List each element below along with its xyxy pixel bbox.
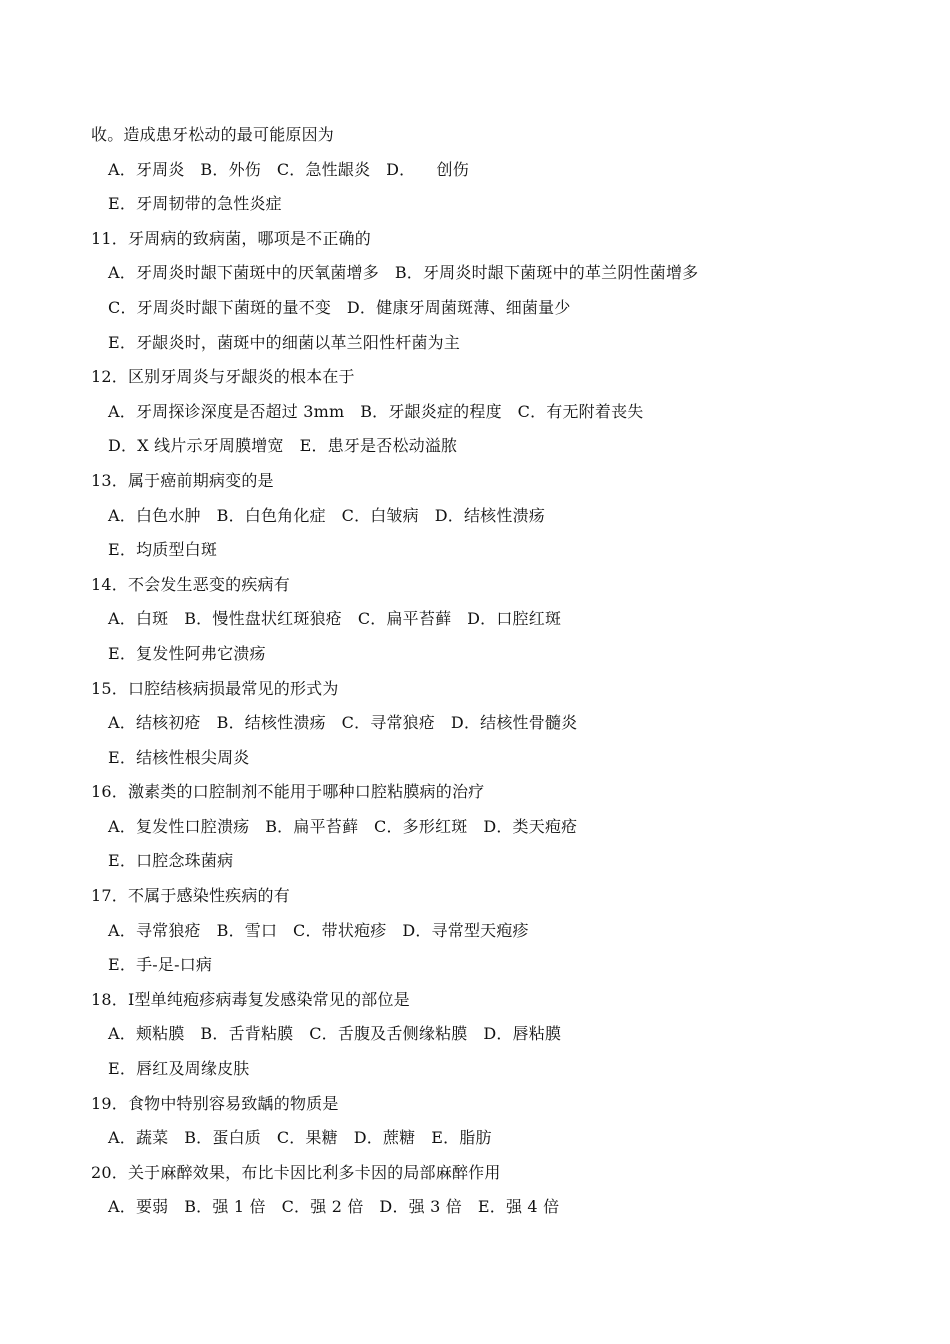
question-15: 15．口腔结核病损最常见的形式为 <box>91 678 339 698</box>
options-line: A．牙周炎 B．外伤 C．急性龈炎 D． 创伤 <box>108 159 469 179</box>
options-line: C．牙周炎时龈下菌斑的量不变 D．健康牙周菌斑薄、细菌量少 <box>108 297 571 317</box>
options-line: A．蔬菜 B．蛋白质 C．果糖 D．蔗糖 E．脂肪 <box>108 1128 492 1148</box>
options-line: E．结核性根尖周炎 <box>108 747 250 767</box>
options-line: A．白斑 B．慢性盘状红斑狼疮 C．扁平苔藓 D．口腔红斑 <box>108 609 562 629</box>
options-line: E．唇红及周缘皮肤 <box>108 1059 250 1079</box>
options-line: A．复发性口腔溃疡 B．扁平苔藓 C．多形红斑 D．类天疱疮 <box>108 816 578 836</box>
document-page <box>0 118 950 1225</box>
question-17: 17．不属于感染性疾病的有 <box>91 886 290 906</box>
options-line: A．结核初疮 B．结核性溃疡 C．寻常狼疮 D．结核性骨髓炎 <box>108 713 578 733</box>
options-line: D．X 线片示牙周膜增宽 E．患牙是否松动溢脓 <box>108 436 458 456</box>
question-14: 14．不会发生恶变的疾病有 <box>91 574 290 594</box>
question-13: 13．属于癌前期病变的是 <box>91 470 274 490</box>
question-18: 18．Ⅰ型单纯疱疹病毒复发感染常见的部位是 <box>91 989 410 1009</box>
options-line: A．颊粘膜 B．舌背粘膜 C．舌腹及舌侧缘粘膜 D．唇粘膜 <box>108 1024 562 1044</box>
options-line: E．复发性阿弗它溃疡 <box>108 643 266 663</box>
options-line: A．牙周炎时龈下菌斑中的厌氧菌增多 B．牙周炎时龈下菌斑中的革兰阴性菌增多 <box>108 263 699 283</box>
options-line: A．牙周探诊深度是否超过 3mm B．牙龈炎症的程度 C．有无附着丧失 <box>108 401 644 421</box>
options-line: E．牙龈炎时，菌斑中的细菌以革兰阳性杆菌为主 <box>108 332 461 352</box>
question-11: 11．牙周病的致病菌，哪项是不正确的 <box>91 228 371 248</box>
options-line: E．手-足-口病 <box>108 955 213 975</box>
question-16: 16．激素类的口腔制剂不能用于哪种口腔粘膜病的治疗 <box>91 782 485 802</box>
question-19: 19．食物中特别容易致龋的物质是 <box>91 1093 339 1113</box>
options-line: E．牙周韧带的急性炎症 <box>108 194 282 214</box>
options-line: A．要弱 B．强 1 倍 C．强 2 倍 D．强 3 倍 E．强 4 倍 <box>108 1197 560 1217</box>
options-line: A．寻常狼疮 B．雪口 C．带状疱疹 D．寻常型天疱疹 <box>108 920 529 940</box>
options-line: A．白色水肿 B．白色角化症 C．白皱病 D．结核性溃疡 <box>108 505 545 525</box>
options-line: E．口腔念珠菌病 <box>108 851 234 871</box>
options-line: E．均质型白斑 <box>108 540 218 560</box>
question-12: 12．区别牙周炎与牙龈炎的根本在于 <box>91 367 355 387</box>
question-stem-continuation: 收。造成患牙松动的最可能原因为 <box>91 125 335 144</box>
question-20: 20．关于麻醉效果，布比卡因比利多卡因的局部麻醉作用 <box>91 1162 501 1182</box>
